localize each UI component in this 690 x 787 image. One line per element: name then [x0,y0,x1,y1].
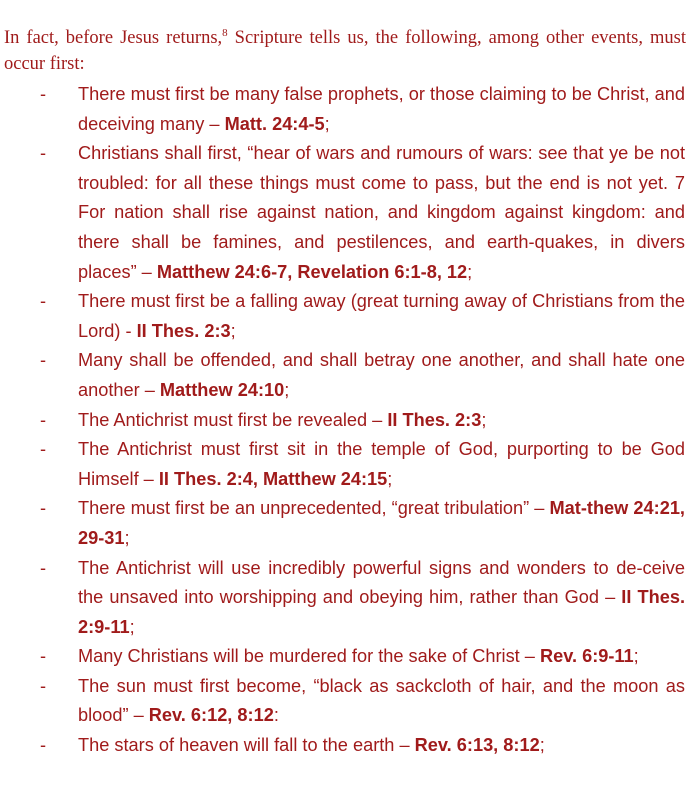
bullet-dash: - [40,84,47,104]
scripture-reference: II Thes. 2:9-11 [78,587,686,637]
footnote-marker[interactable]: 8 [222,26,228,39]
list-item [0,494,690,553]
item-end: ; [324,113,330,134]
scripture-reference: Rev. 6:13, 8:12 [414,735,540,756]
bullet-dash: - [40,498,47,519]
intro-paragraph [4,25,686,77]
item-end: ; [124,527,130,548]
scripture-reference: Mat-thew 24:21, 29-31 [78,498,685,548]
item-text: There must first be an unprecedented, “great tribulation” – [78,498,550,519]
item-text: Many Christians will be murdered for the sake of Christ – [78,646,540,667]
scripture-reference: II Thes. 2:4, Matthew 24:15 [158,468,388,489]
bullet-dash: - [40,350,47,371]
intro-text-after: Scripture tells us, the following, among other events, must occur first: [4,27,686,74]
item-text: Christians shall first, “hear of wars and rumours of wars: see that ye be not troubled: for all these things must come to pass, but the end is not yet. 7 For nation shall rise against nation, and kingdom against kingdom: and there shall be famines, and pestilences, and earth-quakes, in divers places” – [78,143,685,282]
item-end: ; [230,320,236,341]
bullet-dash: - [40,291,47,312]
item-text: Many shall be offended, and shall betray one another, and shall hate one another – [78,350,685,400]
item-text: The stars of heaven will fall to the earth – [78,735,415,756]
list-item [0,672,690,731]
item-text: There must first be many false prophets, or those claiming to be Christ, and deceiving many – [78,84,685,134]
bullet-dash: - [40,646,47,667]
list-item [0,642,690,672]
item-end: ; [481,409,487,430]
intro-text-before: In fact, before Jesus returns, [4,27,223,48]
bullet-dash: - [40,409,47,430]
bullet-dash: - [40,557,47,578]
scripture-reference: II Thes. 2:3 [136,320,231,341]
list-item [0,346,690,405]
scripture-reference: Matthew 24:10 [159,379,285,400]
list-item [0,731,690,761]
item-end: ; [387,468,393,489]
item-end: ; [129,616,135,637]
item-text: The Antichrist will use incredibly powerful signs and wonders to de-ceive the unsaved into worshipping and obeying him, rather than God – [78,557,685,608]
scripture-reference: II Thes. 2:3 [387,409,482,430]
bullet-dash: - [40,143,47,164]
event-list [0,80,690,761]
item-end: : [273,705,279,726]
bullet-dash: - [40,439,47,460]
list-item [0,435,690,494]
scripture-reference: Rev. 6:9-11 [539,646,634,667]
item-end: ; [467,261,473,282]
item-end: ; [539,735,545,756]
bullet-dash: - [40,735,47,756]
item-end: ; [284,379,290,400]
list-item [0,554,690,643]
list-item [0,139,690,287]
scripture-reference: Rev. 6:12, 8:12 [148,705,274,726]
item-text: The sun must first become, “black as sackcloth of hair, and the moon as blood” – [78,675,685,726]
item-text: There must first be a falling away (great turning away of Christians from the Lord) - [78,291,685,341]
list-item [0,287,690,346]
bullet-dash: - [40,675,47,696]
item-text: The Antichrist must first be revealed – [78,409,388,430]
item-end: ; [633,646,639,667]
list-item [0,80,690,139]
scripture-reference: Matt. 24:4-5 [224,113,325,134]
item-text: The Antichrist must first sit in the temple of God, purporting to be God Himself – [78,439,685,489]
list-item [0,406,690,436]
scripture-reference: Matthew 24:6-7, Revelation 6:1-8, 12 [156,261,468,282]
